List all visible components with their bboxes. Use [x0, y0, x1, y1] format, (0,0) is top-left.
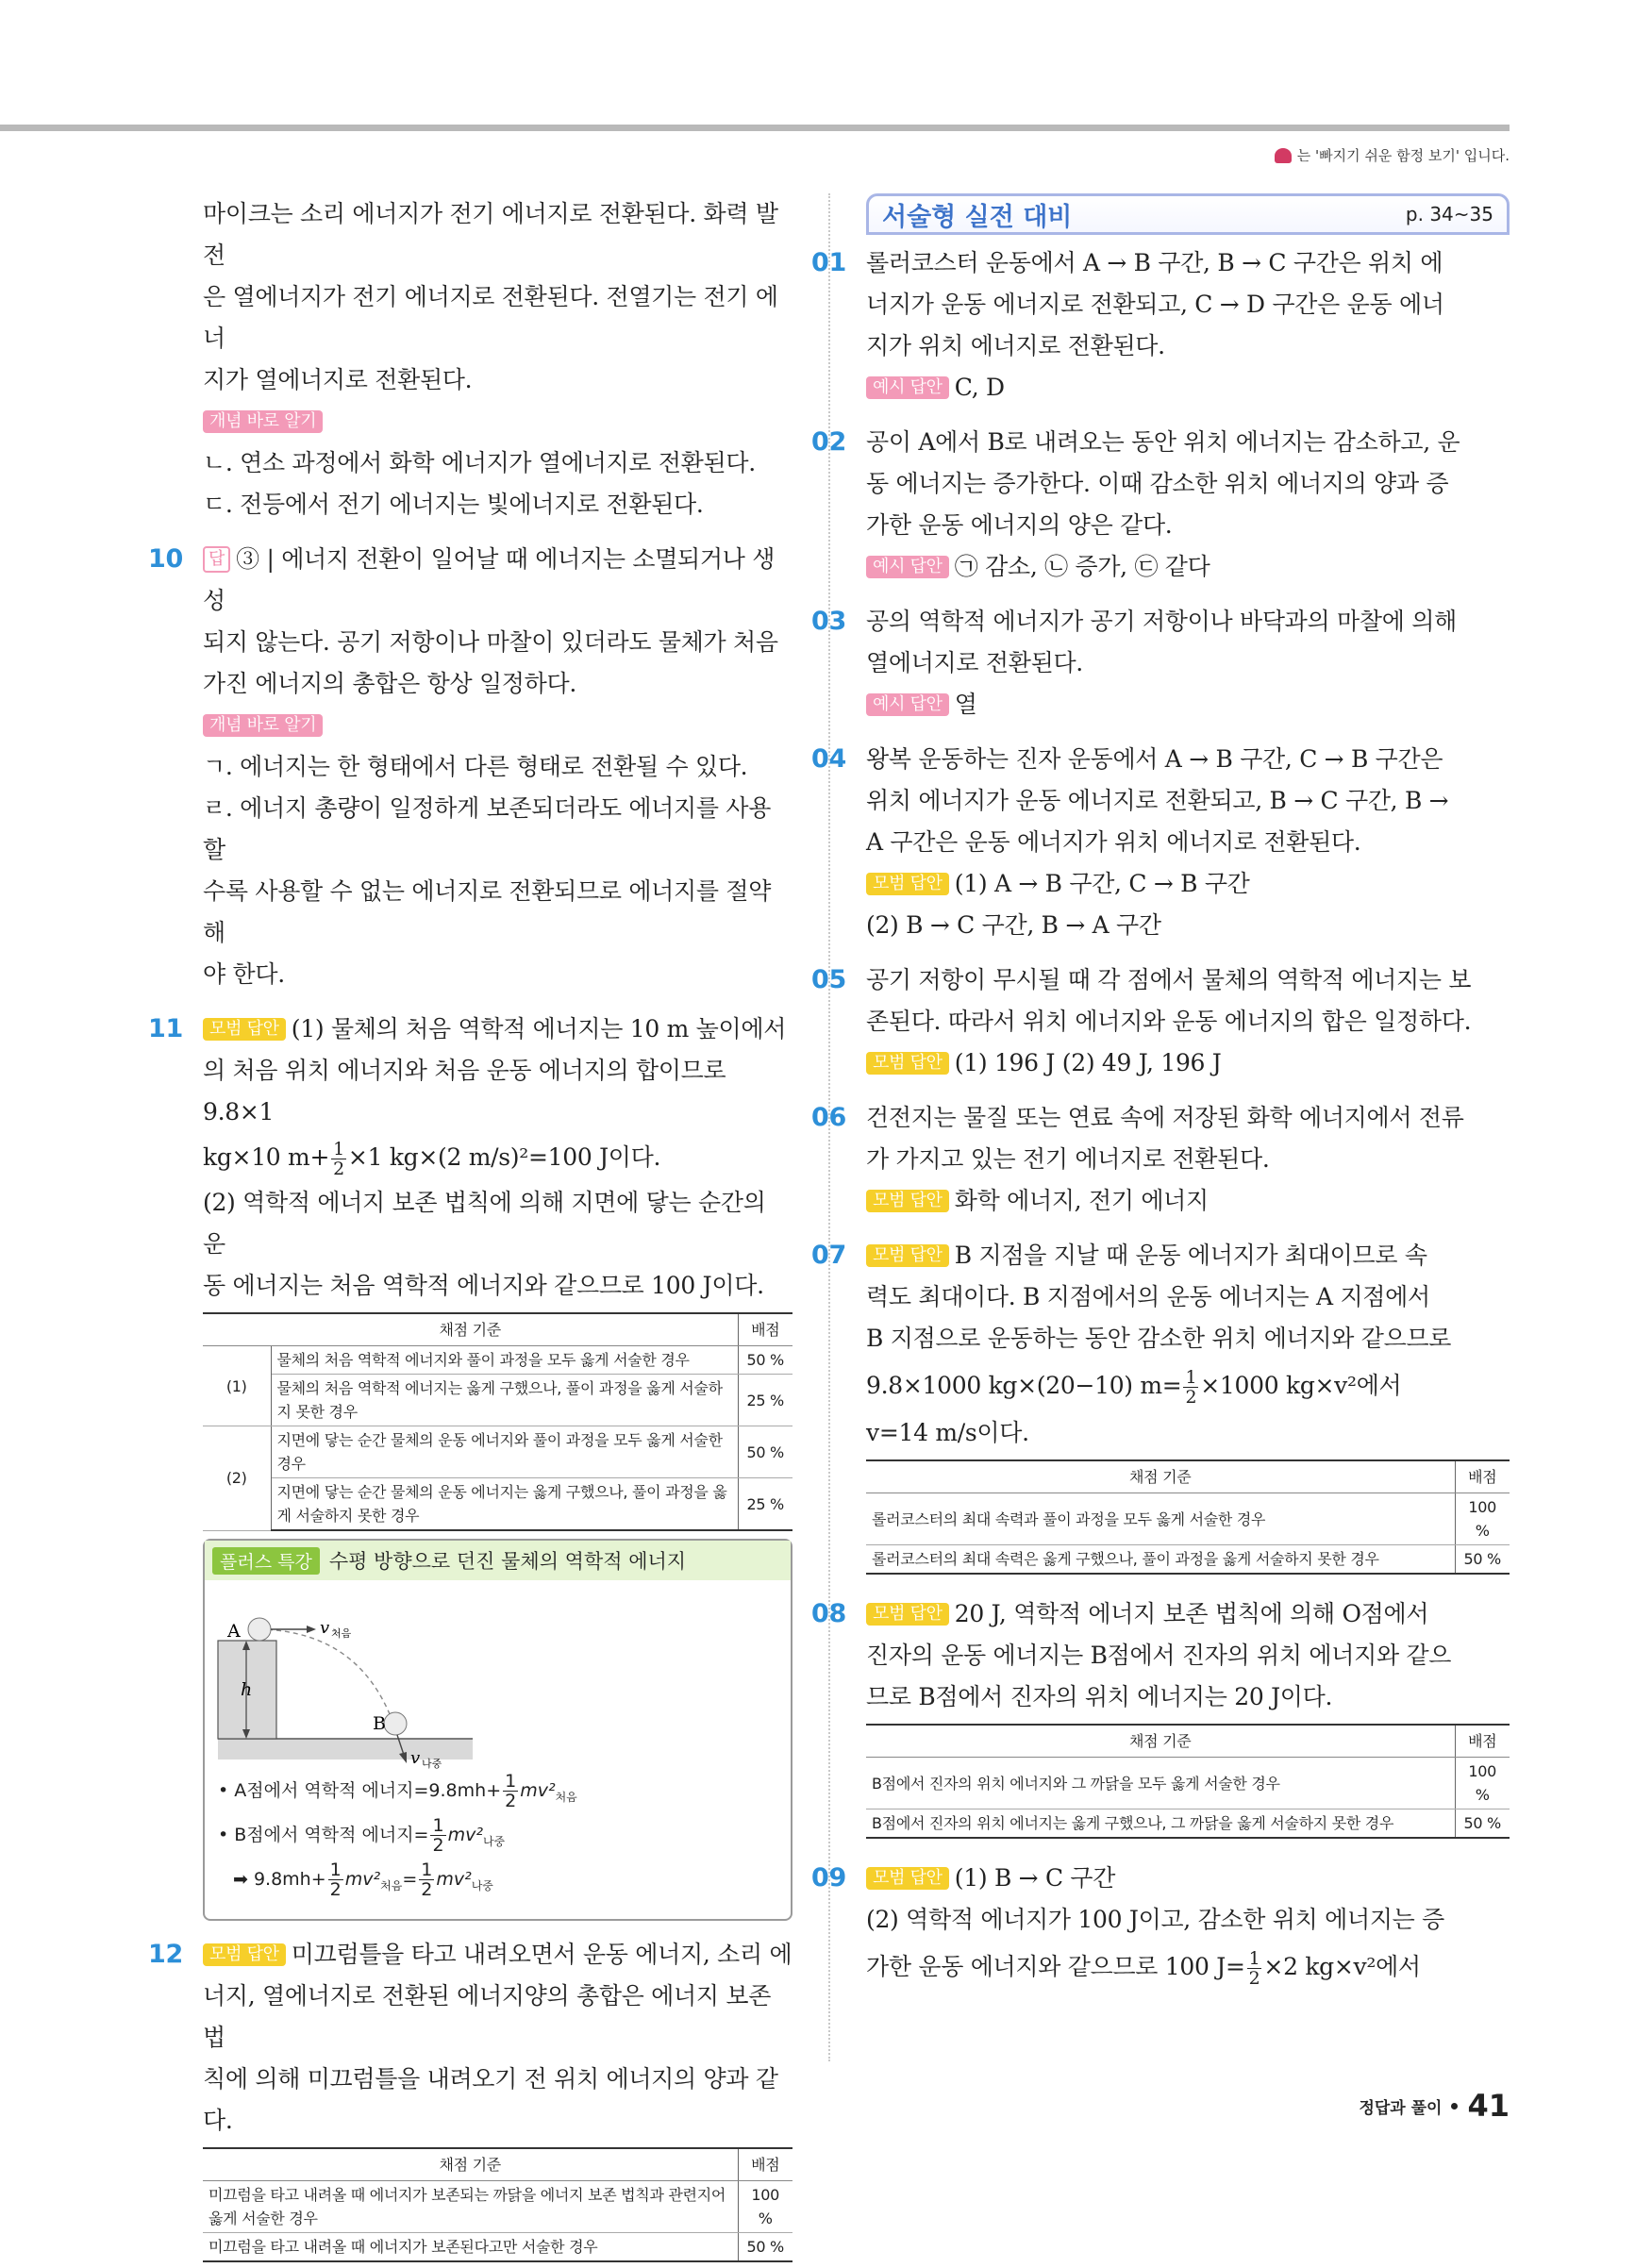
concept-note: ㄴ. 연소 과정에서 화학 에너지가 열에너지로 전환된다. [203, 449, 756, 476]
table-header: 채점 기준 [866, 1725, 1455, 1758]
model-answer-badge: 모범 답안 [866, 1190, 949, 1212]
concept-note: ㄹ. 에너지 총량이 일정하게 보존되더라도 에너지를 사용할 [203, 794, 772, 863]
page-footer [1359, 2088, 1510, 2124]
trajectory [259, 1629, 393, 1724]
concept-note: 야 한다. [203, 960, 285, 988]
question-number: 03 [811, 607, 846, 636]
table-row: 물체의 처음 역학적 에너지는 옳게 구했으나, 풀이 과정을 옳게 서술하지 못한 경우 25 % [203, 1375, 792, 1426]
equation-result: ➡ 9.8mh+ $\frac{1}{2}$ $mv^2_{처음}=$ $\frac{1}{2}$ $mv^2_{나중}$ [233, 1859, 493, 1900]
intro-line: 지가 열에너지로 전환된다. [203, 366, 473, 393]
intro-line: 마이크는 소리 에너지가 전기 에너지로 전환된다. 화력 발전 [203, 200, 778, 269]
v-initial: v [320, 1618, 330, 1638]
label-a: A [227, 1621, 241, 1642]
model-answer-badge: 모범 답안 [866, 1052, 949, 1075]
question-number: 11 [148, 1014, 183, 1043]
question-09: 09 모범 답안 (1) B → C 구간 (2) 역학적 에너지가 100 J이고, 감소한 위치 에너지는 증 가한 운동 에너지와 같으므로 100 J= $\frac{1}{2}$ ×2 kg×v²에서 [866, 1858, 1510, 1993]
question-number: 09 [811, 1863, 846, 1893]
question-number: 02 [811, 427, 846, 457]
answer: 화학 에너지, 전기 에너지 [954, 1187, 1209, 1214]
question-03: 03 공의 역학적 에너지가 공기 저항이나 바닥과의 마찰에 의해 열에너지로 전환된다. 예시 답안 열 [866, 601, 1510, 725]
model-answer-badge: 모범 답안 [203, 1943, 286, 1966]
answer-line: kg×10 m+ [203, 1143, 330, 1171]
section-title: 서술형 실전 대비 [882, 202, 1073, 232]
model-answer-badge: 모범 답안 [866, 873, 949, 895]
question-08: 08 모범 답안 20 J, 역학적 에너지 보존 법칙에 의해 O점에서 진자의 운동 에너지는 B점에서 진자의 위치 에너지와 같으 므로 B점에서 진자의 위치 에너지는 20 J이다. 채점 기준 배점 B점에서 진자의 위치 에너지와 그 까닭을 모두 옳게 서술한 경우 100 % B점에서 진자의 위치 에너지는 옳게 구했으나, 그 까닭을 옳게 서술하지 못한 경우 50 % [866, 1593, 1510, 1839]
right-column [811, 193, 1510, 1993]
fraction-half: $\frac{1}{2}$ [333, 1139, 344, 1179]
concept-badge: 개념 바로 알기 [203, 410, 323, 433]
table-header: 채점 기준 [203, 2148, 738, 2181]
model-answer-badge: 모범 답안 [866, 1867, 949, 1890]
ball-a [248, 1618, 271, 1641]
plus-tag: 플러스 특강 [212, 1547, 320, 1575]
question-12 [148, 1934, 792, 2262]
question-05: 05 공기 저항이 무시될 때 각 점에서 물체의 역학적 에너지는 보 존된다. 따라서 위치 에너지와 운동 에너지의 합은 일정하다. 모범 답안 (1) 196 J (2) 49 J, 196 J [866, 959, 1510, 1084]
table-row: 미끄럼을 타고 내려올 때 에너지가 보존되는 까닭을 에너지 보존 법칙과 관련지어 옳게 서술한 경우 100 % [203, 2181, 792, 2233]
plus-title: 수평 방향으로 던진 물체의 역학적 에너지 [328, 1550, 687, 1573]
trap-hint-text: 는 '빠지기 쉬운 함정 보기' 입니다. [1296, 147, 1510, 164]
table-row: 미끄럼을 타고 내려올 때 에너지가 보존된다고만 서술한 경우 50 % [203, 2233, 792, 2262]
question-number: 01 [811, 248, 846, 277]
section-header [866, 193, 1510, 235]
table-row: B점에서 진자의 위치 에너지와 그 까닭을 모두 옳게 서술한 경우 100 % [866, 1758, 1510, 1809]
svg-text:나중: 나중 [422, 1758, 442, 1770]
answer-badge: 답 [203, 546, 230, 573]
answer-line: 의 처음 위치 에너지와 처음 운동 에너지의 합이므로 9.8×1 [203, 1057, 726, 1126]
question-10 [148, 539, 792, 995]
page-number: 41 [1467, 2088, 1510, 2124]
concept-note: ㄷ. 전등에서 전기 에너지는 빛에너지로 전환된다. [203, 491, 704, 518]
intro-block [203, 193, 792, 525]
label-b: B [373, 1713, 386, 1734]
plus-lecture-box [203, 1539, 792, 1921]
question-number: 05 [811, 965, 846, 994]
question-11 [148, 1009, 792, 1531]
answer-line: 되지 않는다. 공기 저항이나 마찰이 있더라도 물체가 처음 [203, 628, 778, 656]
table-row: 롤러코스터의 최대 속력과 풀이 과정을 모두 옳게 서술한 경우 100 % [866, 1493, 1510, 1545]
projectile-diagram [218, 1588, 501, 1772]
answer-line: 가진 에너지의 총합은 항상 일정하다. [203, 670, 576, 697]
question-04: 04 왕복 운동하는 진자 운동에서 A → B 구간, C → B 구간은 위치 에너지가 운동 에너지로 전환되고, B → C 구간, B → A 구간은 운동 에너지가 위치 에너지로 전환된다. 모범 답안 (1) A → B 구간, C → B 구간 (2) B → C 구간, B → A 구간 [866, 739, 1510, 946]
fraction-half: $\frac{1}{2}$ [1185, 1367, 1197, 1408]
sample-answer-badge: 예시 답안 [866, 556, 949, 578]
table-header: 채점 기준 [866, 1460, 1455, 1493]
answer-line: ③ | 에너지 전환이 일어날 때 에너지는 소멸되거나 생성 [203, 545, 776, 614]
equation-b: • B점에서 역학적 에너지= $\frac{1}{2}$ $mv^2_{나중}$ [218, 1814, 506, 1856]
equation-a: • A점에서 역학적 에너지=9.8mh+ $\frac{1}{2}$ $mv^2_{처음}$ [218, 1771, 577, 1811]
scoring-table [866, 1459, 1510, 1575]
svg-text:처음: 처음 [331, 1627, 352, 1640]
question-number: 12 [148, 1940, 183, 1970]
concept-note: ㄱ. 에너지는 한 형태에서 다른 형태로 전환될 수 있다. [203, 753, 748, 780]
section-pages: p. 34~35 [1405, 203, 1493, 225]
question-01: 01 롤러코스터 운동에서 A → B 구간, B → C 구간은 위치 에 너지가 운동 에너지로 전환되고, C → D 구간은 운동 에너 지가 위치 에너지로 전환된다. 예시 답안 C, D [866, 242, 1510, 409]
answer: C, D [954, 374, 1005, 401]
table-row: 롤러코스터의 최대 속력은 옳게 구했으나, 풀이 과정을 옳게 서술하지 못한 경우 50 % [866, 1545, 1510, 1575]
scoring-table [203, 1312, 792, 1531]
model-answer-badge: 모범 답안 [203, 1018, 286, 1041]
table-header: 배점 [1455, 1725, 1510, 1758]
table-row: 지면에 닿는 순간 물체의 운동 에너지는 옳게 구했으나, 풀이 과정을 옳게 서술하지 못한 경우 25 % [203, 1478, 792, 1531]
alarm-icon [1275, 148, 1292, 163]
answer: (2) B → C 구간, B → A 구간 [866, 911, 1161, 939]
question-number: 10 [148, 544, 183, 574]
answer-line: 너지, 열에너지로 전환된 에너지양의 총합은 에너지 보존 법 [203, 1982, 772, 2052]
v-final: v [410, 1748, 421, 1768]
table-row: (2) 지면에 닿는 순간 물체의 운동 에너지와 풀이 과정을 모두 옳게 서술한 경우 50 % [203, 1426, 792, 1478]
table-row: B점에서 진자의 위치 에너지는 옳게 구했으나, 그 까닭을 옳게 서술하지 못한 경우 50 % [866, 1809, 1510, 1839]
answer: (1) 196 J (2) 49 J, 196 J [954, 1049, 1222, 1076]
scoring-table [866, 1724, 1510, 1839]
answer: ㉠ 감소, ㉡ 증가, ㉢ 같다 [954, 553, 1210, 580]
intro-line: 은 열에너지가 전기 에너지로 전환된다. 전열기는 전기 에너 [203, 283, 778, 352]
model-answer-badge: 모범 답안 [866, 1244, 949, 1267]
table-header: 배점 [738, 2148, 792, 2181]
answer: 열 [954, 691, 977, 718]
scoring-table [203, 2147, 792, 2262]
concept-badge: 개념 바로 알기 [203, 714, 323, 737]
answer-line: 동 에너지는 처음 역학적 에너지와 같으므로 100 J이다. [203, 1272, 764, 1299]
trap-hint [1275, 145, 1510, 165]
ground [218, 1739, 473, 1759]
answer-line: ×1 kg×(2 m/s)²=100 J이다. [347, 1143, 661, 1171]
answer-line: 칙에 의해 미끄럼틀을 내려오기 전 위치 에너지의 양과 같다. [203, 2065, 778, 2135]
question-number: 04 [811, 744, 846, 774]
answer: (1) A → B 구간, C → B 구간 [954, 870, 1250, 897]
question-number: 07 [811, 1241, 846, 1270]
concept-note: 수록 사용할 수 없는 에너지로 전환되므로 에너지를 절약해 [203, 877, 772, 946]
fraction-half: $\frac{1}{2}$ [1248, 1948, 1260, 1989]
question-02: 02 공이 A에서 B로 내려오는 동안 위치 에너지는 감소하고, 운 동 에너지는 증가한다. 이때 감소한 위치 에너지의 양과 증 가한 운동 에너지의 양은 같다. 예시 답안 ㉠ 감소, ㉡ 증가, ㉢ 같다 [866, 422, 1510, 588]
table-header: 배점 [738, 1313, 792, 1346]
sample-answer-badge: 예시 답안 [866, 376, 949, 399]
question-number: 08 [811, 1599, 846, 1628]
table-header: 채점 기준 [203, 1313, 738, 1346]
model-answer-badge: 모범 답안 [866, 1603, 949, 1626]
question-07: 07 모범 답안 B 지점을 지날 때 운동 에너지가 최대이므로 속 력도 최대이다. B 지점에서의 운동 에너지는 A 지점에서 B 지점으로 운동하는 동안 감소한 위치 에너지와 같으므로 9.8×1000 kg×(20−10) m= $\frac{1}{2}$ ×1000 kg×v²에서 v=14 m/s이다. 채점 기준 배점 롤러코스터의 최대 속력과 풀이 과정을 모두 옳게 서술한 경우 100 % 롤러코스터의 최대 속력은 옳게 구했으나, 풀이 과정을 옳게 서술하지 못한 경우 50 % [866, 1235, 1510, 1575]
answer-line: (1) 물체의 처음 역학적 에너지는 10 m 높이에서 [291, 1015, 787, 1042]
left-column [148, 193, 792, 2268]
question-06: 06 건전지는 물질 또는 연료 속에 저장된 화학 에너지에서 전류 가 가지고 있는 전기 에너지로 전환된다. 모범 답안 화학 에너지, 전기 에너지 [866, 1097, 1510, 1222]
answer-line: 미끄럼틀을 타고 내려오면서 운동 에너지, 소리 에 [291, 1941, 792, 1969]
question-number: 06 [811, 1103, 846, 1132]
label-h: h [241, 1679, 253, 1700]
table-header: 배점 [1455, 1460, 1510, 1493]
answer-line: (2) 역학적 에너지 보존 법칙에 의해 지면에 닿는 순간의 운 [203, 1189, 766, 1258]
bullet-icon [1451, 2103, 1458, 2110]
table-row: (1) 물체의 처음 역학적 에너지와 풀이 과정을 모두 옳게 서술한 경우 50 % [203, 1346, 792, 1375]
ball-b [384, 1712, 407, 1735]
sample-answer-badge: 예시 답안 [866, 693, 949, 716]
footer-label: 정답과 풀이 [1359, 2098, 1443, 2118]
top-rule [0, 125, 1510, 131]
